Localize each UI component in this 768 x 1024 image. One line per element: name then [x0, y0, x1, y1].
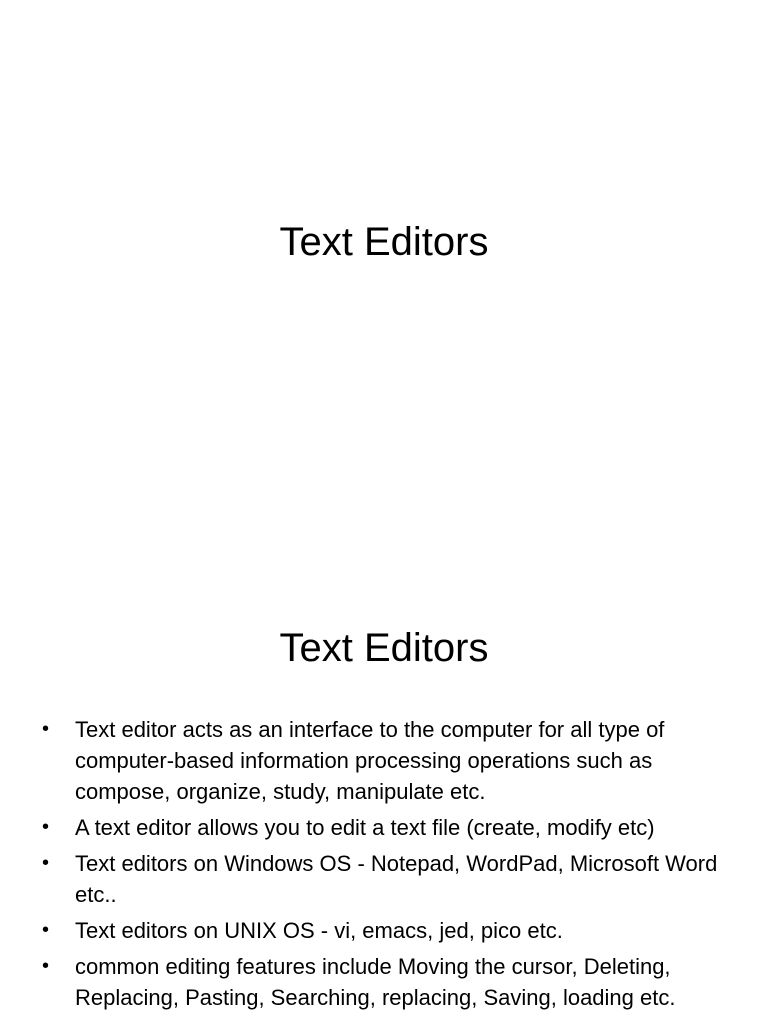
- bullet-text: Text editors on UNIX OS - vi, emacs, jed, pico etc.: [75, 918, 563, 943]
- bullet-text: A text editor allows you to edit a text file (create, modify etc): [75, 815, 655, 840]
- content-slide: [0, 576, 768, 1024]
- bullet-text: Text editor acts as an interface to the computer for all type of computer-based information processing operations such as compose, organize, study, manipulate etc.: [75, 717, 665, 804]
- title-slide-heading: Text Editors: [279, 220, 489, 264]
- bullet-dot-icon: •: [42, 816, 50, 838]
- bullet-text: common editing features include Moving the cursor, Deleting, Replacing, Pasting, Searching, replacing, Saving, loading etc.: [75, 954, 676, 1010]
- bullet-dot-icon: •: [42, 852, 50, 874]
- bullet-text: Text editors on Windows OS - Notepad, WordPad, Microsoft Word etc..: [75, 851, 718, 907]
- bullet-item: [40, 812, 740, 843]
- bullet-dot-icon: •: [42, 718, 50, 740]
- bullet-item: [40, 951, 740, 1013]
- bullet-item: [40, 915, 740, 946]
- bullet-dot-icon: •: [42, 955, 50, 977]
- bullet-item: [40, 848, 740, 910]
- bullet-item: [40, 714, 740, 807]
- bullet-dot-icon: •: [42, 919, 50, 941]
- bullet-list: [40, 714, 740, 1018]
- content-slide-heading: Text Editors: [279, 626, 489, 670]
